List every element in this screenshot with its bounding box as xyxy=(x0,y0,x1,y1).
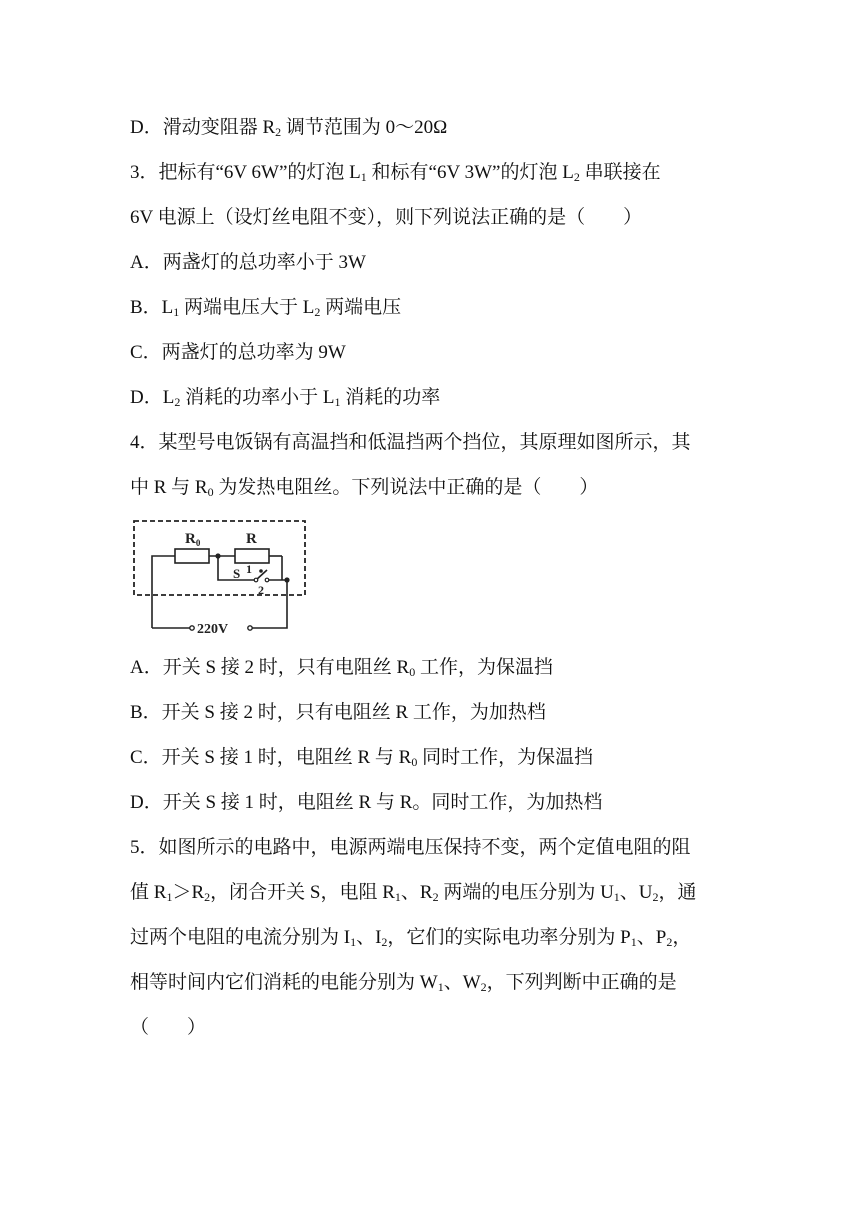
question-4-stem-cont: 中 R 与 $R_0$ 为发热电阻丝。下列说法中正确的是（ ） xyxy=(130,477,599,499)
svg-text:R0 xyxy=(185,531,201,548)
option-a-q4: A．开关 S 接 2 时，只有电阻丝 $R_0$ 工作，为保温挡 xyxy=(130,657,553,679)
circuit-diagram xyxy=(130,518,310,636)
resistor-r0 xyxy=(175,549,209,563)
label-r0-sub: 0 xyxy=(195,538,201,548)
option-c-q3: C．两盏灯的总功率为 9W xyxy=(130,342,346,363)
label-r: R xyxy=(246,531,257,547)
label-s: S xyxy=(233,566,241,581)
label-contact-1: 1 xyxy=(246,562,252,576)
option-d-q4: D．开关 S 接 1 时，电阻丝 R 与 R。同时工作，为加热档 xyxy=(130,792,603,813)
label-r0: R xyxy=(185,531,196,547)
question-5-stem: 5．如图所示的电路中，电源两端电压保持不变，两个定值电阻的阻 xyxy=(130,837,691,858)
option-c-q4: C．开关 S 接 1 时，电阻丝 R 与 $R_0$ 同时工作，为保温挡 xyxy=(130,747,594,769)
question-5-blank: （ ） xyxy=(130,1017,207,1038)
option-a-q3: A．两盏灯的总功率小于 3W xyxy=(130,252,366,273)
question-5-stem-3: 过两个电阻的电流分别为 $I_1$、$I_2$，它们的实际电功率分别为 $P_1$、$P_2$， xyxy=(130,927,692,949)
option-b-q4: B．开关 S 接 2 时，只有电阻丝 R 工作，为加热档 xyxy=(130,702,546,723)
option-d-q2: D．滑动变阻器 $R_2$ 调节范围为 0～20Ω xyxy=(130,117,448,139)
label-contact-2: 2 xyxy=(258,583,264,597)
option-b-q3: B．$L_1$ 两端电压大于 $L_2$ 两端电压 xyxy=(130,297,402,319)
question-4-stem: 4．某型号电饭锅有高温挡和低温挡两个挡位，其原理如图所示，其 xyxy=(130,432,691,453)
question-3-stem: 3．把标有“6V 6W”的灯泡 $L_1$ 和标有“6V 3W”的灯泡 $L_2$ 串联接在 xyxy=(130,162,661,184)
resistor-r xyxy=(235,549,269,563)
question-5-stem-2: 值 $R_1>R_2$，闭合开关 S，电阻 $R_1$、$R_2$ 两端的电压分别为 $U_1$、$U_2$，通 xyxy=(130,882,697,904)
question-5-stem-4: 相等时间内它们消耗的电能分别为 $W_1$、$W_2$，下列判断中正确的是 xyxy=(130,972,677,994)
label-voltage: 220V xyxy=(197,622,229,636)
option-d-q3: D．$L_2$ 消耗的功率小于 $L_1$ 消耗的功率 xyxy=(130,387,441,409)
question-3-stem-cont: 6V 电源上（设灯丝电阻不变），则下列说法正确的是（ ） xyxy=(130,207,643,228)
